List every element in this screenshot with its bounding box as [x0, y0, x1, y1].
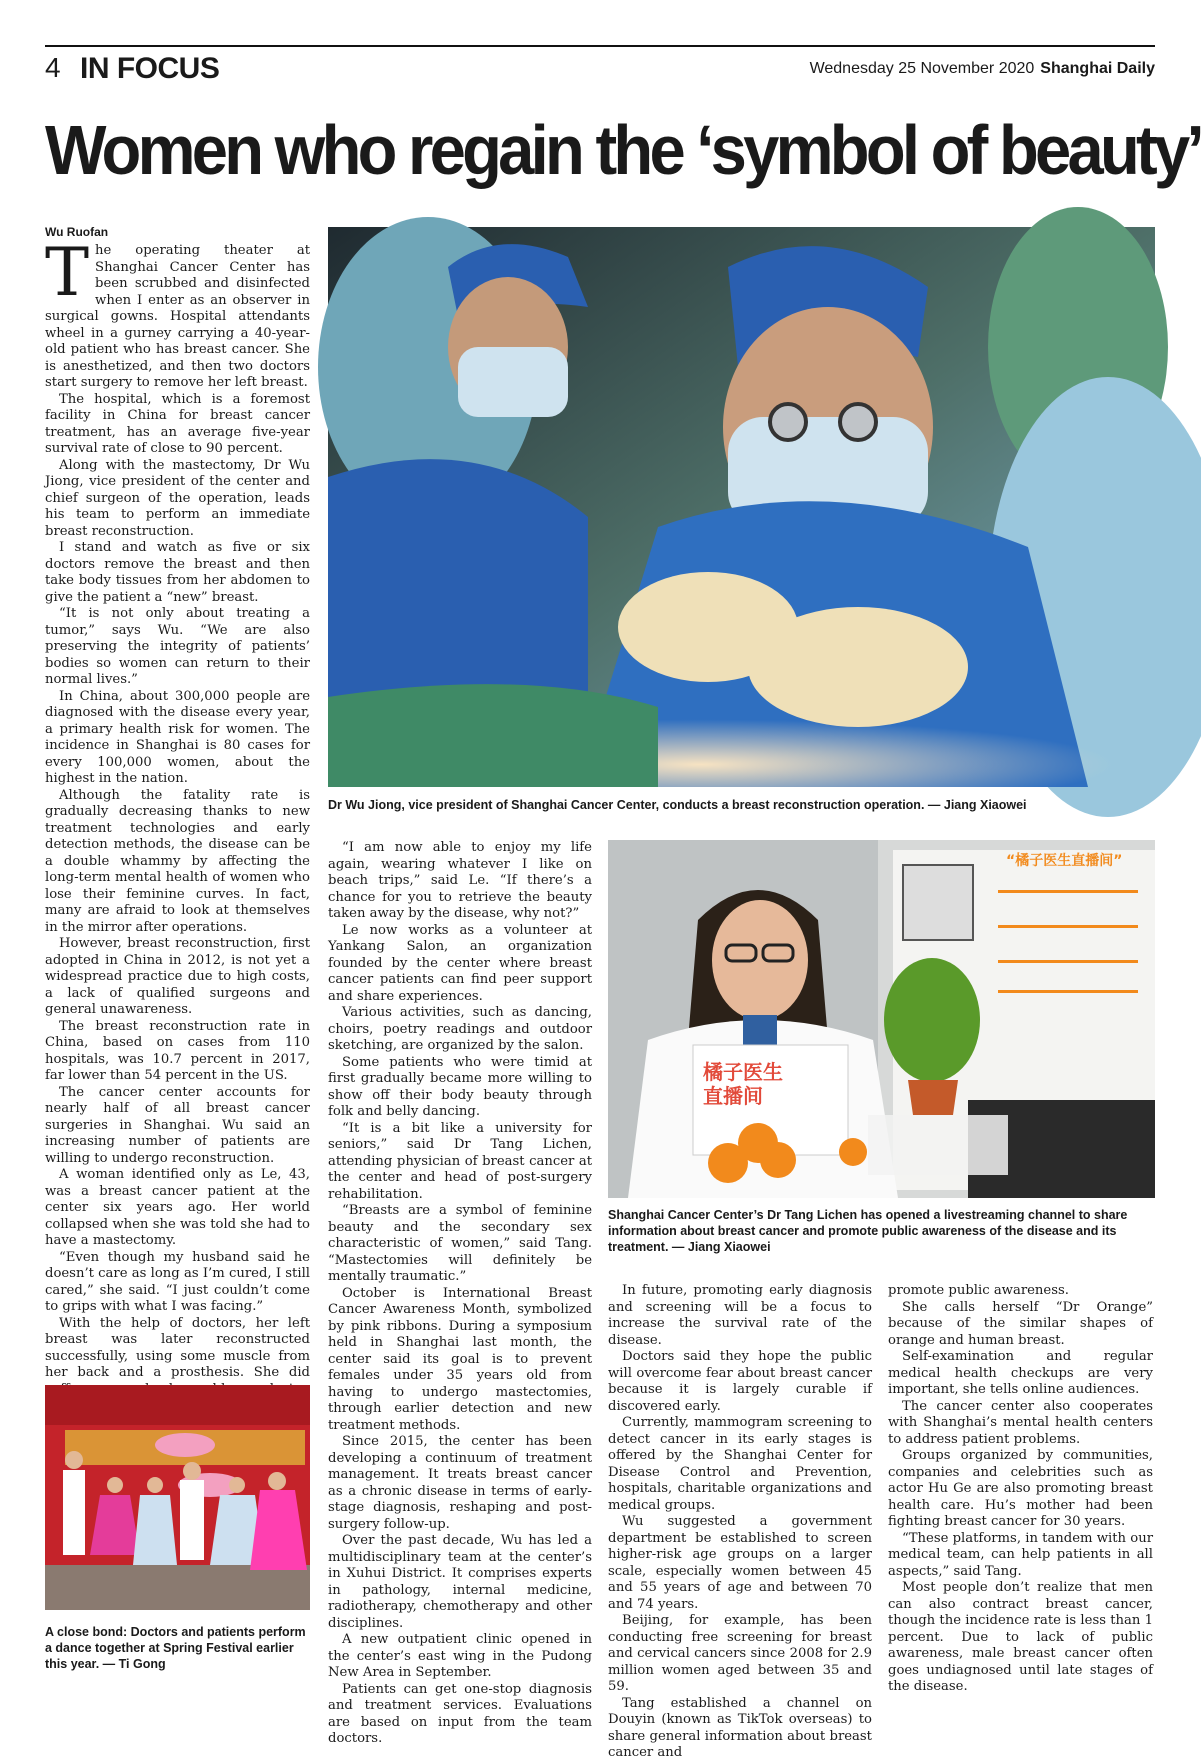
surgery-photo: [328, 227, 1155, 787]
paragraph: “It is a bit like a university for seniors,” said Dr Tang Lichen, attending physician of breast cancer at the center and head of post-surgery rehabilitation.: [328, 1120, 592, 1202]
livestream-sign-line-2: 直播间: [703, 1084, 763, 1108]
paragraph: October is International Breast Cancer Awareness Month, symbolized by pink ribbons. During a symposium held in Shanghai last month, the center said its goal is to prevent females under 35 years old from having to undergo mastectomies, through earlier detection and new treatment methods.: [328, 1285, 592, 1433]
paragraph: I stand and watch as five or six doctors remove the breast and then take body tissues from her abdomen to give the patient a “new” breast.: [45, 540, 310, 605]
paragraph: Doctors said they hope the public will overcome fear about breast cancer because it is largely curable if discovered early.: [608, 1349, 872, 1414]
paragraph: In China, about 300,000 people are diagnosed with the disease every year, a primary health risk for women. The incidence in Shanghai is 80 cases for every 100,000 women, about the highest in the nation.: [45, 688, 310, 786]
paragraph: A woman identified only as Le, 43, was a breast cancer patient at the center six years ago. Her world collapsed when she was told she had to have a mastectomy.: [45, 1167, 310, 1248]
surgery-photo-caption: Dr Wu Jiong, vice president of Shanghai Cancer Center, conducts a breast reconstruction operation. — Jiang Xiaowei: [328, 798, 1027, 812]
paragraph: Beijing, for example, has been conducting free screening for breast and cervical cancers since 2008 for 2.9 million women aged between 35 and 59.: [608, 1613, 872, 1694]
paragraph: The hospital, which is a foremost facility in China for breast cancer treatment, has an average five-year survival rate of close to 90 percent.: [45, 391, 310, 456]
paragraph: The operating theater at Shanghai Cancer Center has been scrubbed and disinfected when I enter as an observer in surgical gowns. Hospital attendants wheel in a gurney carrying a 40-year-old patient who has breast cancer. She is anesthetized, and then two doctors start surgery to remove her left breast.: [45, 234, 310, 390]
article-column-2: [328, 840, 592, 1748]
dateline: [810, 60, 1155, 78]
section-label: IN FOCUS: [80, 52, 220, 85]
livestream-sign-line-1: 橘子医生: [703, 1060, 783, 1084]
byline: Wu Ruofan: [45, 225, 109, 239]
top-rule: [45, 45, 1155, 47]
paragraph: “It is not only about treating a tumor,” says Wu. “We are also preserving the integrity of patients’ bodies so women can return to their normal lives.”: [45, 606, 310, 687]
livestream-sign: [703, 1060, 783, 1108]
paragraph: promote public awareness.: [888, 1283, 1069, 1298]
paragraph: Some patients who were timid at first gradually became more willing to show off their body beauty through folk and belly dancing.: [328, 1054, 592, 1119]
paragraph: The cancer center also cooperates with Shanghai’s mental health centers to address patient problems.: [888, 1398, 1153, 1447]
page-number: 4: [45, 52, 61, 83]
drop-cap: T: [45, 234, 90, 311]
paragraph: Although the fatality rate is gradually decreasing thanks to new treatment technologies and early detection methods, the disease can be a double whammy by affecting the long-term mental health of women who lose their feminine curves. In fact, many are afraid to look at themselves in the mirror after operations.: [45, 787, 310, 935]
paragraph: “I am now able to enjoy my life again, wearing whatever I like on beach trips,” said Le. “If there’s a chance for you to retrieve the beauty taken away by the disease, why not?”: [328, 840, 592, 921]
paragraph: Over the past decade, Wu has led a multidisciplinary team at the center’s in Xuhui District. It comprises experts in pathology, internal medicine, radiotherapy, chemotherapy and other disciplines.: [328, 1533, 592, 1631]
paragraph: However, breast reconstruction, first adopted in China in 2012, is not yet a widespread practice due to high costs, a lack of qualified surgeons and general unawareness.: [45, 936, 310, 1017]
paragraph: Most people don’t realize that men can also contract breast cancer, though the incidence rate is less than 1 percent. Due to lack of public awareness, male breast cancer often goes undiagnosed until late stages of the disease.: [888, 1580, 1153, 1694]
paragraph: Le now works as a volunteer at Yankang Salon, an organization founded by the center where breast cancer patients can find peer support and share experiences.: [328, 922, 592, 1004]
paragraph: Self-examination and regular medical health checkups are very important, she tells online audiences.: [888, 1349, 1153, 1397]
paragraph: Currently, mammogram screening to detect cancer in its early stages is offered by the Shanghai Center for Disease Control and Prevention, hospitals, charitable organizations and medical groups.: [608, 1415, 872, 1513]
issue-date: Wednesday 25 November 2020: [809, 60, 1035, 77]
dance-photo-caption: A close bond: Doctors and patients perform a dance together at Spring Festival earlier this year. — Ti Gong: [45, 1625, 306, 1671]
dance-photo: [45, 1385, 310, 1610]
paragraph: Patients can get one-stop diagnosis and treatment services. Evaluations are based on input from the team doctors.: [328, 1681, 592, 1746]
paragraph: The breast reconstruction rate in China, based on cases from 110 hospitals, was 10.7 percent in 2017, far lower than 54 percent in the US.: [45, 1018, 310, 1083]
paragraph: Groups organized by communities, companies and celebrities such as actor Hu Ge are also promoting breast health care. Hu’s mother had been fighting breast cancer for 30 years.: [888, 1448, 1153, 1529]
paragraph: “Even though my husband said he doesn’t care as long as I’m cured, I still cared,” she said. “I just couldn’t come to grips with what I was facing.”: [45, 1249, 310, 1314]
paragraph: “These platforms, in tandem with our medical team, can help patients in all aspects,” said Tang.: [888, 1530, 1153, 1579]
article-column-1: [45, 234, 310, 1431]
article-column-4: [888, 1283, 1153, 1696]
paragraph: With the help of doctors, her left breast was later reconstructed successfully, using some muscle from her back and a prosthesis. She did: [45, 1315, 310, 1380]
headline: Women who regain the ‘symbol of beauty’: [45, 111, 1201, 189]
paragraph: The cancer center accounts for nearly half of all breast cancer surgeries in Shanghai. Wu said an increasing number of patients are willing to undergo reconstruction.: [45, 1084, 310, 1166]
livestream-photo: [608, 840, 1155, 1198]
paragraph: In future, promoting early diagnosis and screening will be a focus to increase the survival rate of the disease.: [608, 1283, 872, 1348]
paragraph: Wu suggested a government department be established to screen higher-risk age groups on a larger scale, especially women between 45 and 55 years of age and between 70 and 74 years.: [608, 1514, 872, 1612]
article-column-3: [608, 1283, 872, 1762]
paragraph: Along with the mastectomy, Dr Wu Jiong, vice president of the center and chief surgeon of the operation, leads his team to perform an immediate breast reconstruction.: [45, 457, 310, 539]
paragraph: A new outpatient clinic opened in the center’s east wing in the Pudong New Area in September.: [328, 1632, 592, 1680]
paragraph: She calls herself “Dr Orange” because of the similar shapes of orange and human breast.: [888, 1299, 1153, 1348]
paragraph: Various activities, such as dancing, choirs, poetry readings and outdoor sketching, are organized by the salon.: [328, 1005, 592, 1053]
paragraph: “Breasts are a symbol of feminine beauty and the secondary sex characteristic of women,” said Tang. “Mastectomies will definitely be mentally traumatic.”: [328, 1203, 592, 1284]
livestream-sign-title: “橘子医生直播间”: [1006, 853, 1123, 869]
paragraph: Since 2015, the center has been developing a continuum of treatment management. It treats breast cancer as a chronic disease in terms of early-stage diagnosis, reshaping and post-surgery follow-up.: [328, 1434, 592, 1532]
publication-name: Shanghai Daily: [1040, 60, 1155, 77]
livestream-photo-caption: Shanghai Cancer Center’s Dr Tang Lichen has opened a livestreaming channel to share information about breast cancer and promote public awareness of the disease and its treatment. — Jiang Xiaowei: [608, 1208, 1128, 1254]
paragraph: Tang established a channel on Douyin (known as TikTok overseas) to share general information about breast cancer and: [608, 1695, 872, 1760]
